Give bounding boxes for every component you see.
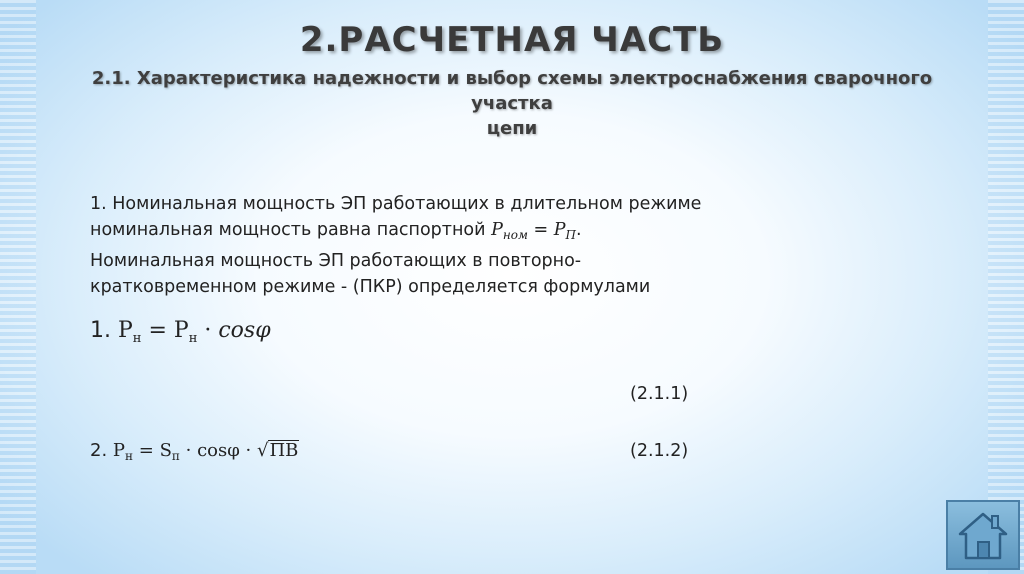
formula-1-cos: cosφ — [218, 318, 271, 343]
equals-sign: = — [527, 220, 554, 240]
body-line-4: кратковременном режиме - (ПКР) определяется формулами — [90, 277, 651, 297]
formula-2-lhs-sub: н — [125, 449, 134, 463]
radical-sign: √ — [257, 440, 269, 461]
subtitle-line-2: цепи — [486, 118, 538, 139]
p-p-symbol: P — [553, 220, 566, 240]
right-decorative-stripe — [988, 0, 1024, 574]
slide-title: 2.РАСЧЕТНАЯ ЧАСТЬ — [299, 20, 725, 60]
formula-1-label: (2.1.1) — [630, 384, 689, 404]
p-p-subscript: П — [565, 228, 576, 242]
subtitle-line-1: 2.1. Характеристика надежности и выбор схемы электроснабжения сварочного участка — [91, 68, 933, 114]
home-icon — [948, 502, 1018, 568]
body-line-2-text: номинальная мощность равна паспортной — [90, 220, 492, 240]
line-2-period: . — [575, 220, 582, 240]
formula-2-number: 2. — [90, 440, 113, 461]
square-root — [257, 440, 299, 461]
formula-2-s: S — [159, 440, 172, 461]
formula-2-cos: · cosφ · — [179, 440, 257, 461]
formula-1-rhs-sub: н — [188, 331, 198, 346]
left-decorative-stripe — [0, 0, 36, 574]
body-line-3: Номинальная мощность ЭП работающих в повторно- — [90, 251, 582, 271]
formula-2-lhs: Р — [112, 440, 126, 461]
p-nom-subscript: ном — [502, 228, 528, 242]
formula-2-label: (2.1.2) — [630, 441, 689, 461]
formula-1-dot: · — [197, 318, 219, 343]
home-button[interactable] — [946, 500, 1020, 570]
body-line-2 — [90, 217, 770, 248]
formula-1-eq: = — [141, 318, 174, 343]
p-nom-symbol: P — [491, 220, 503, 240]
body-line-1: 1. Номинальная мощность ЭП работающих в длительном режиме — [90, 194, 702, 214]
radicand: ПВ — [269, 440, 299, 461]
formula-2-eq: = — [133, 440, 160, 461]
formula-1 — [90, 318, 271, 346]
formula-1-lhs: Р — [117, 318, 133, 343]
formula-2 — [90, 440, 299, 463]
formula-1-lhs-sub: н — [132, 331, 142, 346]
slide-subtitle — [60, 66, 964, 141]
formula-1-rhs: Р — [173, 318, 189, 343]
body-paragraph — [90, 191, 770, 300]
formula-1-number: 1. — [90, 318, 118, 343]
formula-2-s-sub: п — [171, 449, 180, 463]
